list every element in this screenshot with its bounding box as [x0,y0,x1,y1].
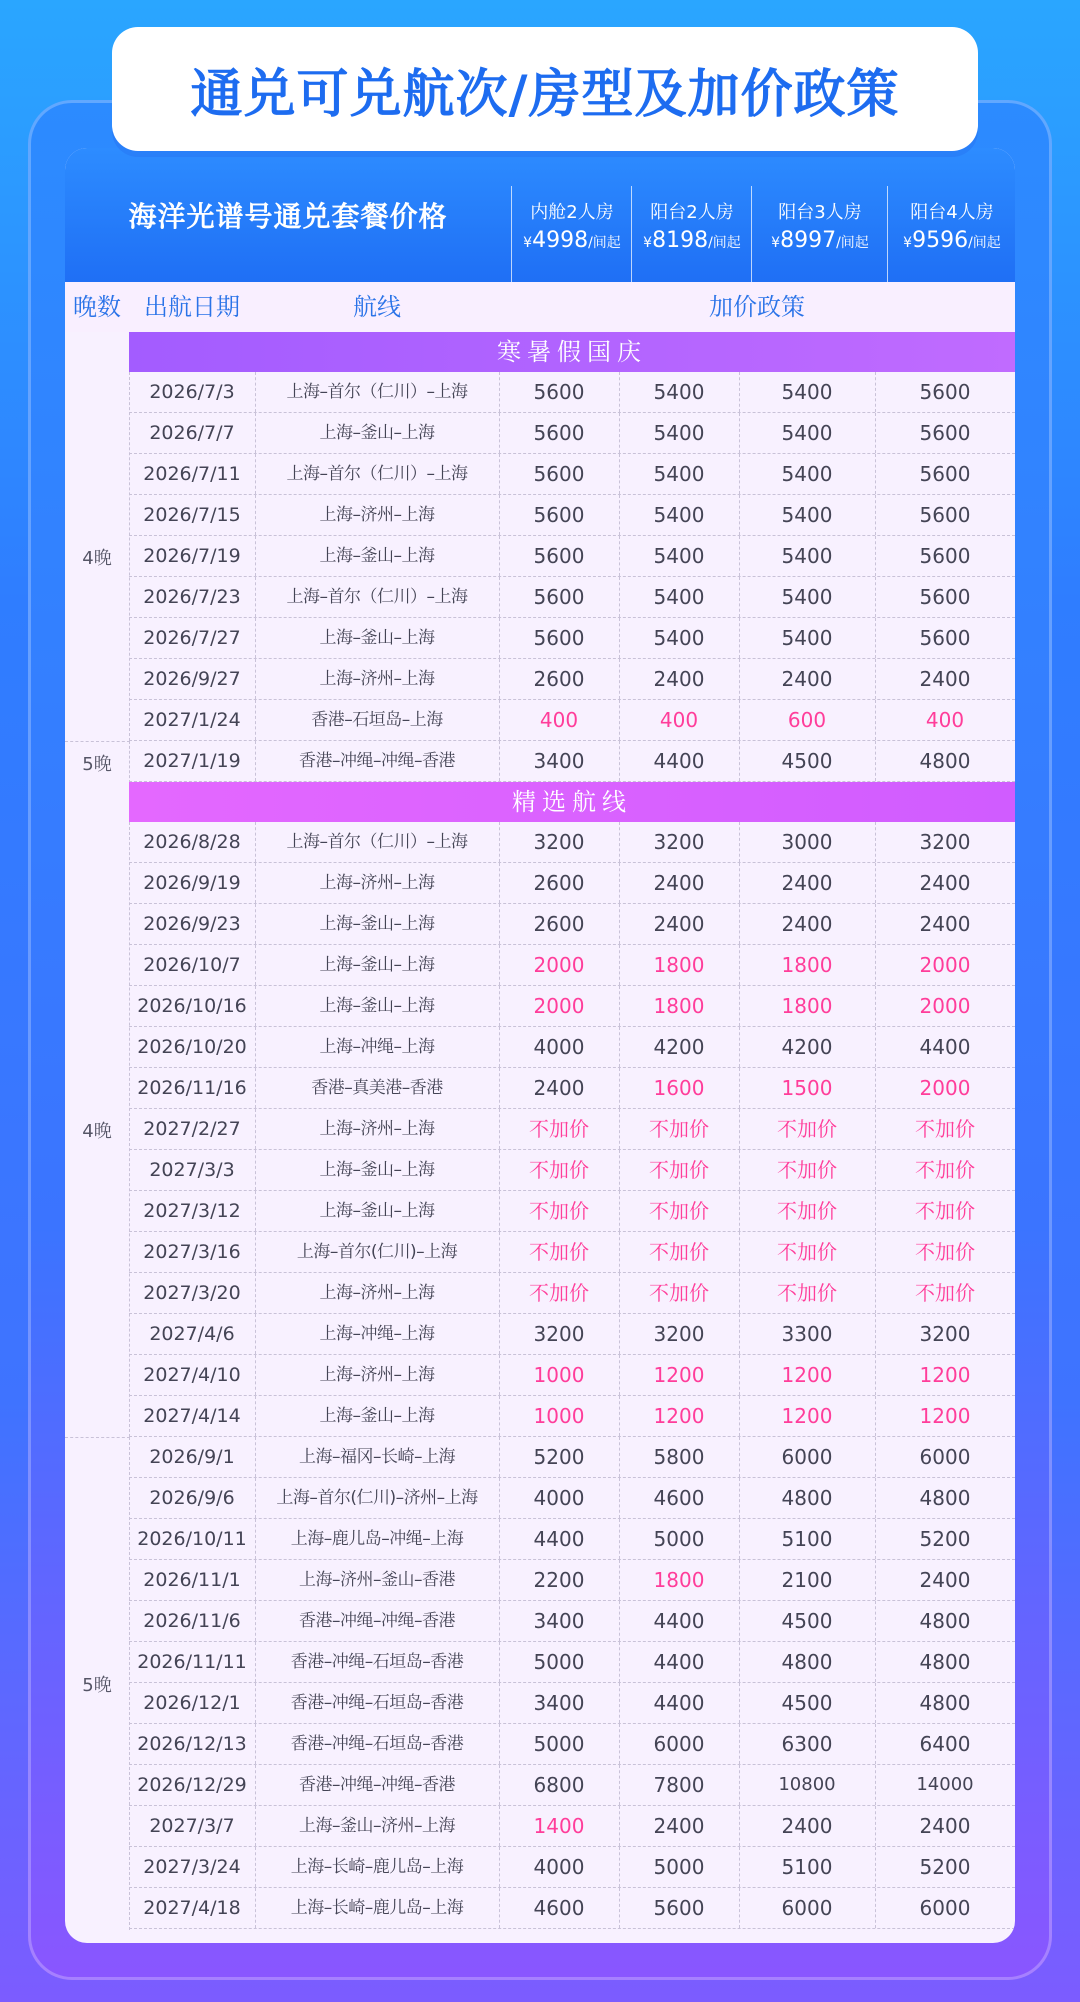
surcharge-balcony-3: 2400 [739,1806,876,1846]
surcharge-inner-2: 2000 [499,986,620,1026]
table-row [129,822,1015,863]
table-row [129,1437,1015,1478]
surcharge-inner-2: 5600 [499,577,620,617]
surcharge-balcony-3: 不加价 [739,1273,876,1313]
route: 香港–冲绳–冲绳–香港 [255,741,500,781]
nights-cell: 4晚 [65,822,130,1437]
table-row [129,1068,1015,1109]
room-price-inner-2 [511,186,632,282]
surcharge-inner-2: 5000 [499,1724,620,1764]
table-row [129,1191,1015,1232]
sailing-date: 2026/7/7 [129,413,256,453]
surcharge-balcony-2: 3200 [619,822,740,862]
route: 上海–釜山–上海 [255,1396,500,1436]
room-price-balcony-2 [631,186,752,282]
surcharge-balcony-3: 6000 [739,1888,876,1928]
table-row [129,454,1015,495]
surcharge-balcony-2: 5000 [619,1519,740,1559]
sailing-date: 2027/3/12 [129,1191,256,1231]
surcharge-balcony-3: 4500 [739,1601,876,1641]
sailing-date: 2026/7/11 [129,454,256,494]
table-row [129,1847,1015,1888]
surcharge-balcony-2: 2400 [619,659,740,699]
surcharge-balcony-3: 3300 [739,1314,876,1354]
surcharge-balcony-4: 1200 [919,1363,971,1387]
table-row [129,1724,1015,1765]
route: 香港–冲绳–石垣岛–香港 [255,1724,500,1764]
table-row [129,1314,1015,1355]
sailing-date: 2027/4/14 [129,1396,256,1436]
currency-symbol: ¥ [771,235,781,251]
section-label: 寒暑假国庆 [497,338,647,366]
surcharge-balcony-3: 2100 [739,1560,876,1600]
sailing-date: 2027/1/24 [129,700,256,740]
table-row [129,618,1015,659]
route: 上海–长崎–鹿儿岛–上海 [255,1888,500,1928]
surcharge-inner-2: 不加价 [499,1109,620,1149]
surcharge-balcony-4: 5600 [919,462,971,486]
surcharge-inner-2: 2600 [499,904,620,944]
table-row [129,741,1015,782]
sailing-date: 2026/11/11 [129,1642,256,1682]
route: 上海–首尔（仁川）–上海 [255,372,500,412]
surcharge-balcony-4: 4800 [919,749,971,773]
surcharge-inner-2: 5600 [499,372,620,412]
section-featured [129,782,1015,822]
room-name: 阳台2人房 [650,202,734,223]
route: 上海–冲绳–上海 [255,1027,500,1067]
surcharge-inner-2: 4000 [499,1478,620,1518]
nights-cell: 5晚 [65,741,130,783]
column-header-date: 出航日期 [144,293,240,321]
route: 上海–釜山–上海 [255,945,500,985]
surcharge-balcony-4: 不加价 [915,1158,975,1182]
sailing-date: 2026/10/7 [129,945,256,985]
route: 上海–济州–上海 [255,863,500,903]
surcharge-balcony-2: 400 [619,700,740,740]
table-row [129,863,1015,904]
surcharge-balcony-4: 不加价 [915,1281,975,1305]
surcharge-balcony-3: 5400 [739,413,876,453]
package-price-label: 海洋光谱号通兑套餐价格 [128,200,448,233]
surcharge-balcony-2: 5400 [619,536,740,576]
surcharge-inner-2: 400 [499,700,620,740]
surcharge-balcony-2: 4600 [619,1478,740,1518]
table-row [129,1683,1015,1724]
sailing-date: 2026/11/1 [129,1560,256,1600]
table-row [129,1478,1015,1519]
surcharge-balcony-4: 不加价 [915,1199,975,1223]
sailing-date: 2026/9/6 [129,1478,256,1518]
room-price: 4998 [532,228,589,253]
sailing-date: 2026/7/27 [129,618,256,658]
sailing-date: 2027/3/7 [129,1806,256,1846]
surcharge-balcony-3: 5100 [739,1847,876,1887]
surcharge-balcony-3: 1500 [739,1068,876,1108]
surcharge-balcony-3: 5400 [739,372,876,412]
surcharge-inner-2: 5000 [499,1642,620,1682]
sailing-date: 2026/7/15 [129,495,256,535]
table-row [129,1027,1015,1068]
route: 上海–冲绳–上海 [255,1314,500,1354]
sailing-date: 2027/4/10 [129,1355,256,1395]
table-row [129,1355,1015,1396]
route: 上海–济州–上海 [255,1355,500,1395]
surcharge-balcony-2: 不加价 [619,1150,740,1190]
surcharge-balcony-2: 不加价 [619,1109,740,1149]
route: 上海–长崎–鹿儿岛–上海 [255,1847,500,1887]
surcharge-balcony-4: 4400 [919,1035,971,1059]
surcharge-inner-2: 1400 [499,1806,620,1846]
surcharge-balcony-4: 5200 [919,1855,971,1879]
surcharge-balcony-4: 2000 [919,994,971,1018]
surcharge-balcony-4: 6000 [919,1445,971,1469]
surcharge-balcony-4: 2400 [919,871,971,895]
surcharge-balcony-3: 5400 [739,618,876,658]
surcharge-balcony-4: 5600 [919,585,971,609]
section-label: 精选航线 [512,788,632,816]
route: 上海–首尔（仁川）–上海 [255,454,500,494]
table-row [129,1642,1015,1683]
route: 上海–济州–上海 [255,1109,500,1149]
surcharge-balcony-4: 5200 [919,1527,971,1551]
surcharge-balcony-2: 4400 [619,1642,740,1682]
surcharge-balcony-2: 7800 [619,1765,740,1805]
surcharge-inner-2: 不加价 [499,1232,620,1272]
sailing-date: 2026/9/27 [129,659,256,699]
surcharge-balcony-4: 3200 [919,830,971,854]
route: 上海–釜山–上海 [255,536,500,576]
surcharge-balcony-4: 6400 [919,1732,971,1756]
sailing-date: 2027/4/18 [129,1888,256,1928]
route: 上海–济州–釜山–香港 [255,1560,500,1600]
surcharge-balcony-2: 2400 [619,1806,740,1846]
sailing-date: 2026/12/13 [129,1724,256,1764]
surcharge-inner-2: 2400 [499,1068,620,1108]
surcharge-balcony-3: 6300 [739,1724,876,1764]
surcharge-balcony-2: 1800 [619,1560,740,1600]
route: 上海–福冈–长崎–上海 [255,1437,500,1477]
surcharge-balcony-3: 6000 [739,1437,876,1477]
surcharge-balcony-2: 5400 [619,413,740,453]
surcharge-inner-2: 5600 [499,413,620,453]
column-header-row [65,282,1015,332]
surcharge-inner-2: 不加价 [499,1191,620,1231]
surcharge-balcony-4: 6000 [919,1896,971,1920]
room-name: 阳台3人房 [778,202,862,223]
surcharge-balcony-3: 2400 [739,863,876,903]
surcharge-balcony-3: 4500 [739,741,876,781]
route: 上海–首尔(仁川)–上海 [255,1232,500,1272]
package-price-header [65,148,1015,282]
sailing-date: 2026/7/3 [129,372,256,412]
surcharge-balcony-3: 600 [739,700,876,740]
surcharge-balcony-3: 4500 [739,1683,876,1723]
table-row [129,1806,1015,1847]
surcharge-inner-2: 3200 [499,822,620,862]
table-row [129,1560,1015,1601]
surcharge-balcony-4: 5600 [919,544,971,568]
table-row [129,1888,1015,1929]
route: 香港–冲绳–石垣岛–香港 [255,1683,500,1723]
surcharge-balcony-4: 5600 [919,380,971,404]
surcharge-balcony-4: 2000 [919,953,971,977]
surcharge-balcony-3: 1200 [739,1355,876,1395]
currency-symbol: ¥ [903,235,913,251]
section-holiday [129,332,1015,372]
surcharge-inner-2: 2600 [499,863,620,903]
route: 香港–石垣岛–上海 [255,700,500,740]
surcharge-inner-2: 5200 [499,1437,620,1477]
surcharge-balcony-4: 2400 [919,1814,971,1838]
surcharge-balcony-3: 不加价 [739,1150,876,1190]
surcharge-balcony-4: 5600 [919,421,971,445]
surcharge-inner-2: 2200 [499,1560,620,1600]
surcharge-inner-2: 2000 [499,945,620,985]
table-row [129,1396,1015,1437]
sailing-date: 2027/3/24 [129,1847,256,1887]
surcharge-inner-2: 4400 [499,1519,620,1559]
surcharge-balcony-2: 5400 [619,495,740,535]
surcharge-balcony-3: 2400 [739,904,876,944]
surcharge-inner-2: 2600 [499,659,620,699]
route: 香港–真美港–香港 [255,1068,500,1108]
surcharge-balcony-4: 2400 [919,912,971,936]
table-row [129,1519,1015,1560]
surcharge-inner-2: 3400 [499,741,620,781]
surcharge-balcony-3: 5400 [739,536,876,576]
surcharge-inner-2: 5600 [499,495,620,535]
route: 上海–鹿儿岛–冲绳–上海 [255,1519,500,1559]
surcharge-balcony-4: 2400 [919,667,971,691]
room-price: 8997 [780,228,837,253]
column-header-nights: 晚数 [73,293,121,321]
room-price: 9596 [912,228,969,253]
table-row [129,659,1015,700]
route: 香港–冲绳–石垣岛–香港 [255,1642,500,1682]
surcharge-balcony-3: 不加价 [739,1191,876,1231]
table-row [129,1273,1015,1314]
surcharge-balcony-2: 5400 [619,618,740,658]
surcharge-balcony-2: 5000 [619,1847,740,1887]
route: 上海–釜山–上海 [255,413,500,453]
surcharge-balcony-3: 10800 [739,1765,876,1805]
surcharge-balcony-3: 不加价 [739,1232,876,1272]
surcharge-balcony-4: 14000 [916,1774,974,1795]
room-name: 内舱2人房 [530,202,614,223]
sailing-date: 2026/7/23 [129,577,256,617]
surcharge-balcony-2: 5400 [619,577,740,617]
surcharge-balcony-2: 3200 [619,1314,740,1354]
surcharge-inner-2: 不加价 [499,1273,620,1313]
surcharge-balcony-2: 5400 [619,454,740,494]
surcharge-balcony-2: 4400 [619,741,740,781]
room-price: 8198 [652,228,709,253]
column-header-route: 航线 [353,293,401,321]
surcharge-inner-2: 不加价 [499,1150,620,1190]
table-row [129,1109,1015,1150]
table-row [129,1150,1015,1191]
sailing-date: 2026/12/29 [129,1765,256,1805]
surcharge-balcony-4: 4800 [919,1650,971,1674]
route: 上海–釜山–上海 [255,904,500,944]
surcharge-balcony-2: 5400 [619,372,740,412]
surcharge-balcony-3: 5400 [739,454,876,494]
surcharge-balcony-4: 4800 [919,1691,971,1715]
surcharge-balcony-4: 4800 [919,1486,971,1510]
surcharge-balcony-3: 5400 [739,577,876,617]
sailing-date: 2027/3/20 [129,1273,256,1313]
table-row [129,700,1015,741]
surcharge-inner-2: 1000 [499,1355,620,1395]
table-row [129,372,1015,413]
surcharge-inner-2: 3400 [499,1601,620,1641]
column-header-policy: 加价政策 [709,293,805,321]
price-unit: /间起 [708,235,741,251]
surcharge-balcony-4: 2400 [919,1568,971,1592]
route: 上海–首尔(仁川)–济州–上海 [255,1478,500,1518]
surcharge-balcony-3: 5400 [739,495,876,535]
sailing-date: 2026/10/16 [129,986,256,1026]
route: 香港–冲绳–冲绳–香港 [255,1601,500,1641]
surcharge-balcony-4: 1200 [919,1404,971,1428]
price-unit: /间起 [588,235,621,251]
surcharge-balcony-2: 6000 [619,1724,740,1764]
surcharge-balcony-2: 1800 [619,986,740,1026]
surcharge-balcony-4: 2000 [919,1076,971,1100]
table-row [129,945,1015,986]
price-unit: /间起 [836,235,869,251]
surcharge-balcony-2: 4400 [619,1683,740,1723]
table-row [129,986,1015,1027]
surcharge-balcony-2: 1200 [619,1396,740,1436]
surcharge-balcony-3: 5100 [739,1519,876,1559]
route: 上海–釜山–上海 [255,618,500,658]
surcharge-inner-2: 4000 [499,1847,620,1887]
sailing-date: 2026/10/11 [129,1519,256,1559]
route: 香港–冲绳–冲绳–香港 [255,1765,500,1805]
surcharge-balcony-2: 不加价 [619,1232,740,1272]
surcharge-inner-2: 6800 [499,1765,620,1805]
surcharge-balcony-3: 4800 [739,1478,876,1518]
table-row [129,904,1015,945]
route: 上海–济州–上海 [255,1273,500,1313]
table-row [129,536,1015,577]
surcharge-inner-2: 3400 [499,1683,620,1723]
surcharge-balcony-2: 不加价 [619,1273,740,1313]
sailing-date: 2026/10/20 [129,1027,256,1067]
surcharge-inner-2: 3200 [499,1314,620,1354]
surcharge-balcony-2: 1600 [619,1068,740,1108]
surcharge-balcony-4: 不加价 [915,1240,975,1264]
surcharge-balcony-4: 不加价 [915,1117,975,1141]
surcharge-balcony-3: 1800 [739,945,876,985]
price-unit: /间起 [968,235,1001,251]
route: 上海–济州–上海 [255,659,500,699]
route: 上海–首尔（仁川）–上海 [255,577,500,617]
room-price-balcony-3 [751,186,888,282]
currency-symbol: ¥ [523,235,533,251]
table-row [129,577,1015,618]
title-card [112,27,978,151]
surcharge-balcony-3: 2400 [739,659,876,699]
sailing-date: 2026/12/1 [129,1683,256,1723]
surcharge-balcony-4: 5600 [919,503,971,527]
sailing-date: 2026/9/1 [129,1437,256,1477]
surcharge-balcony-3: 4800 [739,1642,876,1682]
surcharge-balcony-4: 400 [925,708,965,732]
table-row [129,1601,1015,1642]
route: 上海–首尔（仁川）–上海 [255,822,500,862]
route: 上海–釜山–上海 [255,1150,500,1190]
price-table [65,148,1015,1943]
surcharge-inner-2: 5600 [499,454,620,494]
surcharge-balcony-3: 4200 [739,1027,876,1067]
table-row [129,495,1015,536]
surcharge-inner-2: 5600 [499,618,620,658]
route: 上海–釜山–上海 [255,1191,500,1231]
surcharge-balcony-2: 2400 [619,863,740,903]
surcharge-balcony-3: 1800 [739,986,876,1026]
room-price-balcony-4 [887,186,1015,282]
room-name: 阳台4人房 [910,202,994,223]
sailing-date: 2026/8/28 [129,822,256,862]
sailing-date: 2026/9/23 [129,904,256,944]
sailing-date: 2027/4/6 [129,1314,256,1354]
table-row [129,1765,1015,1806]
sailing-date: 2026/9/19 [129,863,256,903]
surcharge-inner-2: 1000 [499,1396,620,1436]
surcharge-balcony-2: 5600 [619,1888,740,1928]
sailing-date: 2027/3/16 [129,1232,256,1272]
nights-cell: 4晚 [65,372,130,741]
surcharge-inner-2: 4000 [499,1027,620,1067]
surcharge-balcony-3: 不加价 [739,1109,876,1149]
surcharge-balcony-3: 1200 [739,1396,876,1436]
sailing-date: 2026/11/6 [129,1601,256,1641]
nights-cell: 5晚 [65,1437,130,1930]
route: 上海–釜山–济州–上海 [255,1806,500,1846]
surcharge-balcony-2: 1200 [619,1355,740,1395]
route: 上海–济州–上海 [255,495,500,535]
surcharge-balcony-3: 3000 [739,822,876,862]
sailing-date: 2026/11/16 [129,1068,256,1108]
page-title: 通兑可兑航次/房型及加价政策 [190,64,900,125]
table-row [129,1232,1015,1273]
table-row [129,413,1015,454]
surcharge-balcony-4: 3200 [919,1322,971,1346]
sailing-date: 2027/3/3 [129,1150,256,1190]
surcharge-balcony-2: 1800 [619,945,740,985]
surcharge-inner-2: 4600 [499,1888,620,1928]
surcharge-balcony-4: 5600 [919,626,971,650]
surcharge-balcony-4: 4800 [919,1609,971,1633]
route: 上海–釜山–上海 [255,986,500,1026]
surcharge-inner-2: 5600 [499,536,620,576]
surcharge-balcony-2: 5800 [619,1437,740,1477]
sailing-date: 2027/1/19 [129,741,256,781]
surcharge-balcony-2: 不加价 [619,1191,740,1231]
surcharge-balcony-2: 2400 [619,904,740,944]
sailing-date: 2026/7/19 [129,536,256,576]
surcharge-balcony-2: 4400 [619,1601,740,1641]
currency-symbol: ¥ [643,235,653,251]
surcharge-balcony-2: 4200 [619,1027,740,1067]
sailing-date: 2027/2/27 [129,1109,256,1149]
